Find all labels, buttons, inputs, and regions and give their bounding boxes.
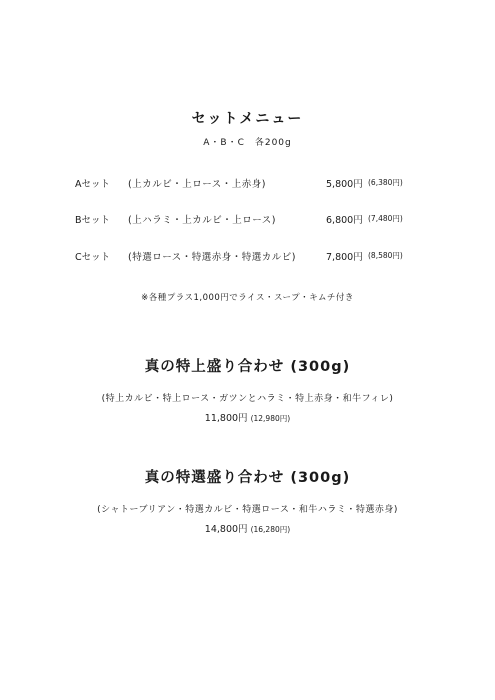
set-item-a bbox=[0, 176, 495, 190]
set-item-price: 5,800円 bbox=[326, 179, 363, 190]
course-price-line bbox=[0, 521, 495, 535]
set-item-contents: (上ハラミ・上カルビ・上ロース) bbox=[128, 215, 276, 226]
course-price: 14,800円 bbox=[204, 524, 248, 535]
course-price: 11,800円 bbox=[204, 413, 248, 424]
course-price-line bbox=[0, 410, 495, 424]
set-item-price: 7,800円 bbox=[326, 252, 363, 263]
set-item-c bbox=[0, 249, 495, 263]
set-item-price-tax: (6,380円) bbox=[368, 178, 403, 187]
set-item-b bbox=[0, 212, 495, 226]
set-item-contents: (特選ロース・特選赤身・特選カルビ) bbox=[128, 252, 296, 263]
set-item-price: 6,800円 bbox=[326, 215, 363, 226]
set-item-price-tax: (8,580円) bbox=[368, 251, 403, 260]
set-item-price-tax: (7,480円) bbox=[368, 214, 403, 223]
course-contents: (特上カルビ・特上ロース・ガツンとハラミ・特上赤身・和牛フィレ) bbox=[101, 394, 394, 404]
set-item-name: Aセット bbox=[75, 179, 110, 190]
course-contents: (シャトーブリアン・特選カルビ・特選ロース・和牛ハラミ・特選赤身) bbox=[97, 505, 398, 515]
set-item-name: Bセット bbox=[75, 215, 111, 226]
set-menu-note: ※各種プラス1,000円でライス・スープ・キムチ付き bbox=[141, 293, 354, 303]
set-menu-title: セットメニュー bbox=[191, 111, 304, 127]
set-item-name: Cセット bbox=[75, 252, 111, 263]
course-price-tax: (12,980円) bbox=[250, 414, 291, 423]
course-price-tax: (16,280円) bbox=[250, 525, 291, 534]
course-title: 真の特選盛り合わせ (300g) bbox=[144, 470, 351, 486]
set-menu-subtitle: A・B・C 各200g bbox=[203, 138, 292, 148]
set-item-contents: (上カルビ・上ロース・上赤身) bbox=[128, 179, 266, 190]
course-title: 真の特上盛り合わせ (300g) bbox=[144, 359, 351, 375]
